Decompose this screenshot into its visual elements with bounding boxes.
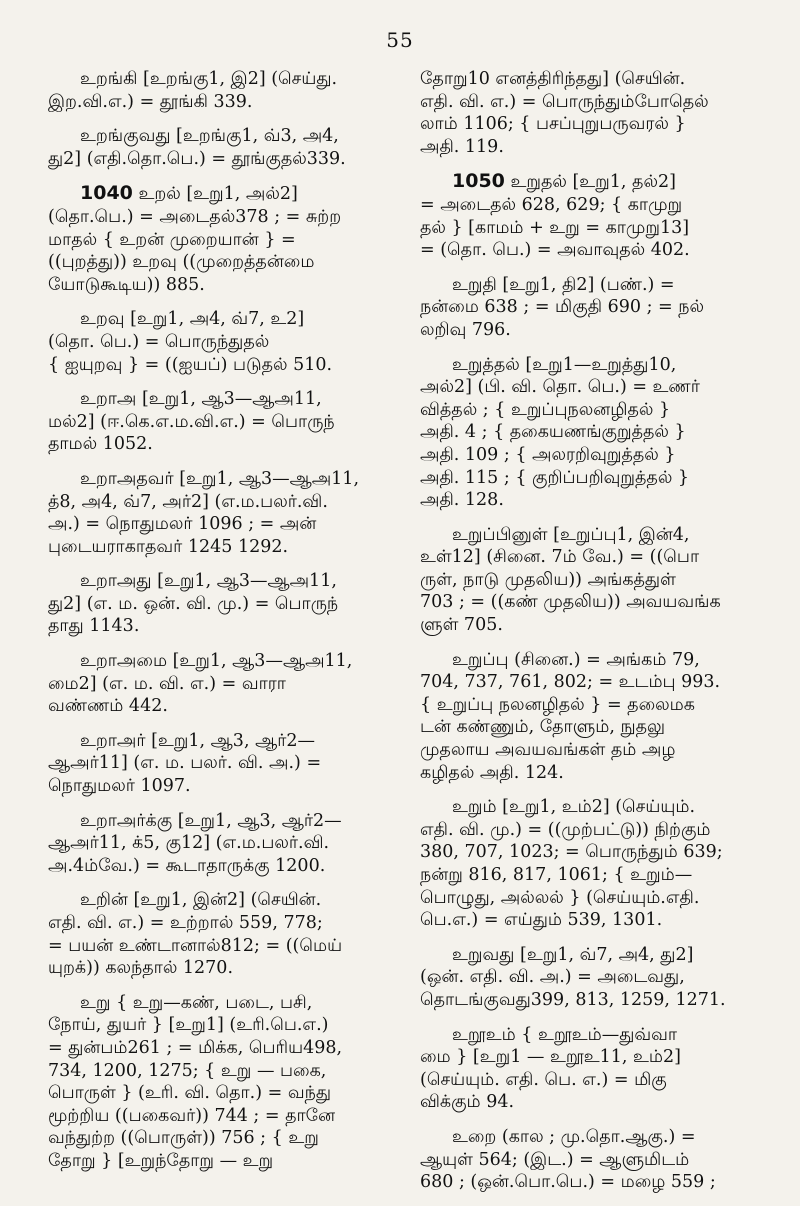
entry-line: உறாஅமை [உறு1, ஆ3—ஆஅ11, [80, 651, 353, 672]
dictionary-entry [420, 274, 780, 342]
entry-line: ஆயுள் 564; (இட.) = ஆளுமிடம் [420, 1149, 690, 1170]
dictionary-entry [48, 730, 400, 798]
section-number: 1050 [452, 170, 505, 193]
entry-line: அல்2] (பி. வி. தொ. பெ.) = உணர் [420, 377, 700, 398]
entry-line: எதி. வி. மு.) = ((முற்பட்டு)) நிற்கும் [420, 819, 711, 840]
entry-line: வித்தல் ; { உறுப்புநலனழிதல் } [420, 399, 671, 420]
left-column [48, 68, 400, 1185]
entry-line: தல் } [காமம் + உறு = காமுறு13] [420, 217, 690, 238]
entry-line: அதி. 128. [420, 490, 504, 511]
entry-line: நோய், துயர் } [உறு1] (உரி.பெ.எ.) [48, 1015, 329, 1036]
entry-line: உறுதி [உறு1, தி2] (பண்.) = [452, 274, 675, 295]
entry-line: வந்துற்ற ((பொருள்)) 756 ; { உறு [48, 1128, 319, 1149]
entry-line: தாமல் 1052. [48, 434, 153, 455]
entry-line: யோடுகூடிய)) 885. [48, 274, 205, 295]
entry-line: விக்கும் 94. [420, 1092, 515, 1113]
entry-line: உறங்குவது [உறங்கு1, வ்3, அ4, [80, 126, 339, 147]
entry-line: உறை (கால ; மு.தொ.ஆகு.) = [452, 1126, 696, 1147]
entry-line: எதி. வி. எ.) = உற்றால் 559, 778; [48, 913, 323, 933]
dictionary-entry [48, 650, 400, 718]
entry-line: அதி. 4 ; { தகையணங்குறுத்தல் } [420, 422, 686, 443]
dictionary-entry [48, 182, 400, 296]
entry-line: பெ.எ.) = எய்தும் 539, 1301. [420, 910, 663, 931]
entry-line: லறிவு 796. [420, 319, 511, 340]
entry-line: = பயன் உண்டானால்812; = ((மெய் [48, 935, 343, 956]
entry-line: பொழுது, அல்லல் } (செய்யும்.எதி. [420, 887, 700, 908]
entry-line: து2] (எதி.தொ.பெ.) = தூங்குதல்339. [48, 148, 346, 169]
entry-line: உறாஅது [உறு1, ஆ3—ஆஅ11, [80, 571, 337, 592]
entry-line: உறங்கி [உறங்கு1, இ2] (செய்து. [80, 69, 338, 89]
entry-line: இற.வி.எ.) = தூங்கி 339. [48, 91, 253, 112]
entry-text: உறுதல் [உறு1, தல்2] [504, 172, 676, 193]
entry-line: உறாஅர்க்கு [உறு1, ஆ3, ஆர்2— [80, 810, 342, 831]
dictionary-entry [48, 388, 400, 456]
dictionary-entry [48, 570, 400, 638]
entry-line: மை2] (எ. ம. வி. எ.) = வாரா [48, 673, 286, 694]
entry-line: (தொ. பெ.) = பொருந்துதல் [48, 331, 270, 352]
entry-line: நன்று 816, 817, 1061; { உறும்— [420, 865, 693, 885]
entry-line: நொதுமலர் 1097. [48, 776, 191, 797]
entry-line: உறாஅர் [உறு1, ஆ3, ஆர்2— [80, 730, 315, 751]
entry-line: 680 ; (ஒன்.பொ.பெ.) = மழை 559 ; [420, 1172, 716, 1193]
dictionary-entry [48, 468, 400, 558]
entry-line: { ஐயுறவு } = ((ஐயப்) படுதல் 510. [48, 354, 333, 375]
dictionary-entry [420, 796, 780, 932]
entry-line: 704, 737, 761, 802; = உடம்பு 993. [420, 672, 721, 693]
entry-line: உறுப்பினுள் [உறுப்பு1, இன்4, [452, 524, 690, 545]
entry-line: (செய்யும். எதி. பெ. எ.) = மிகு [420, 1069, 667, 1090]
entry-line: வண்ணம் 442. [48, 696, 168, 717]
entry-line: து2] (எ. ம. ஒன். வி. மு.) = பொருந் [48, 593, 339, 614]
entry-line [48, 182, 400, 206]
entry-line: யுறக்)) கலந்தால் 1270. [48, 958, 234, 979]
entry-line: நன்மை 638 ; = மிகுதி 690 ; = நல் [420, 297, 705, 318]
entry-line: தாது 1143. [48, 616, 140, 637]
dictionary-entry [48, 125, 400, 170]
entry-line: உறின் [உறு1, இன்2] (செயின். [80, 890, 322, 911]
dictionary-entry [48, 308, 400, 376]
dictionary-entry [420, 170, 780, 261]
dictionary-entry [420, 524, 780, 637]
dictionary-entry [420, 649, 780, 785]
entry-line: அ.) = நொதுமலர் 1096 ; = அன் [48, 514, 317, 535]
entry-line: மாதல் { உறன் முறையான் } = [48, 229, 296, 250]
entry-line: 703 ; = ((கண் முதலிய)) அவயவங்க [420, 592, 721, 613]
entry-line: { உறுப்பு நலனழிதல் } = தலைமக [420, 694, 695, 715]
entry-line: மல்2] (ஈ.கெ.எ.ம.வி.எ.) = பொருந் [48, 411, 335, 432]
dictionary-entry [420, 1024, 780, 1114]
entry-line: புடையராகாதவர் 1245 1292. [48, 536, 289, 557]
entry-line: அ.4ம்வே.) = கூடாதாருக்கு 1200. [48, 855, 326, 876]
entry-line: உறுப்பு (சினை.) = அங்கம் 79, [452, 649, 700, 670]
entry-line: அதி. 119. [420, 136, 504, 157]
entry-line: ஆஅர்11, க்5, கு12] (எ.ம.பலர்.வி. [48, 833, 330, 854]
entry-line: ருள், நாடு முதலிய)) அங்கத்துள் [420, 569, 676, 590]
entry-line: எதி. வி. எ.) = பொருந்தும்போதெல் [420, 91, 709, 112]
entry-line: (தொ.பெ.) = அடைதல்378 ; = சுற்ற [48, 206, 342, 227]
dictionary-entry [48, 68, 400, 113]
dictionary-entry [420, 354, 780, 512]
section-number: 1040 [80, 182, 133, 205]
entry-line: = அடைதல் 628, 629; { காமுறு [420, 194, 683, 215]
entry-line: உறாஅதவர் [உறு1, ஆ3—ஆஅ11, [80, 468, 360, 489]
entry-line: த்8, அ4, வ்7, அர்2] (எ.ம.பலர்.வி. [48, 491, 328, 512]
entry-line: தோறு10 எனத்திரிந்தது] (செயின். [420, 69, 686, 89]
page-number: 55 [386, 28, 414, 52]
entry-line: உறூஉம் { உறூஉம்—துவ்வா [452, 1024, 678, 1045]
entry-line: டன் கண்ணும், தோளும், நுதலு [420, 717, 665, 738]
entry-line: தோறு } [உறுந்தோறு — உறு [48, 1150, 274, 1171]
entry-line: 380, 707, 1023; = பொருந்தும் 639; [420, 842, 723, 863]
dictionary-entry [48, 810, 400, 878]
entry-line: அதி. 115 ; { குறிப்பறிவுறுத்தல் } [420, 467, 690, 488]
entry-line: உறு { உறு—கண், படை, பசி, [80, 992, 313, 1013]
entry-line: = (தொ. பெ.) = அவாவுதல் 402. [420, 240, 690, 261]
entry-line: மை } [உறு1 — உறூஉ11, உம்2] [420, 1047, 681, 1068]
entry-text: உறல் [உறு1, அல்2] [132, 184, 298, 205]
entry-line: ஆஅர்11] (எ. ம. பலர். வி. அ.) = [48, 753, 322, 774]
entry-line: = துன்பம்261 ; = மிக்க, பெரிய498, [48, 1037, 343, 1058]
entry-line: மூற்றிய ((பகைவர்)) 744 ; = தானே [48, 1105, 336, 1126]
entry-line: உறும் [உறு1, உம்2] (செய்யும். [452, 797, 696, 818]
dictionary-entry [48, 889, 400, 979]
entry-line: உள்12] (சினை. 7ம் வே.) = ((பொ [420, 547, 700, 568]
entry-line: ளுள் 705. [420, 615, 503, 636]
entry-line: ((புறத்து)) உறவு ((முறைத்தன்மை [48, 252, 315, 273]
entry-line: தொடங்குவது399, 813, 1259, 1271. [420, 989, 726, 1010]
entry-line [420, 170, 780, 194]
entry-line: உறுத்தல் [உறு1—உறுத்து10, [452, 354, 677, 375]
entry-line: அதி. 109 ; { அலரறிவுறுத்தல் } [420, 444, 676, 465]
entry-line: பொருள் } (உரி. வி. தொ.) = வந்து [48, 1083, 332, 1104]
entry-line: உறுவது [உறு1, வ்7, அ4, து2] [452, 944, 694, 965]
dictionary-entry [420, 68, 780, 158]
right-column [420, 68, 780, 1206]
entry-line: உறவு [உறு1, அ4, வ்7, உ2] [80, 309, 305, 330]
entry-line: 734, 1200, 1275; { உறு — பகை, [48, 1060, 327, 1081]
entry-line: லாம் 1106; { பசப்புறுபருவரல் } [420, 114, 686, 135]
entry-line: (ஒன். எதி. வி. அ.) = அடைவது, [420, 967, 685, 988]
entry-line: கழிதல் அதி. 124. [420, 762, 564, 783]
dictionary-entry [420, 944, 780, 1012]
entry-line: முதலாய அவயவங்கள் தம் அழ [420, 740, 676, 761]
dictionary-entry [48, 992, 400, 1173]
entry-line: உறாஅ [உறு1, ஆ3—ஆஅ11, [80, 389, 322, 410]
dictionary-entry [420, 1126, 780, 1194]
